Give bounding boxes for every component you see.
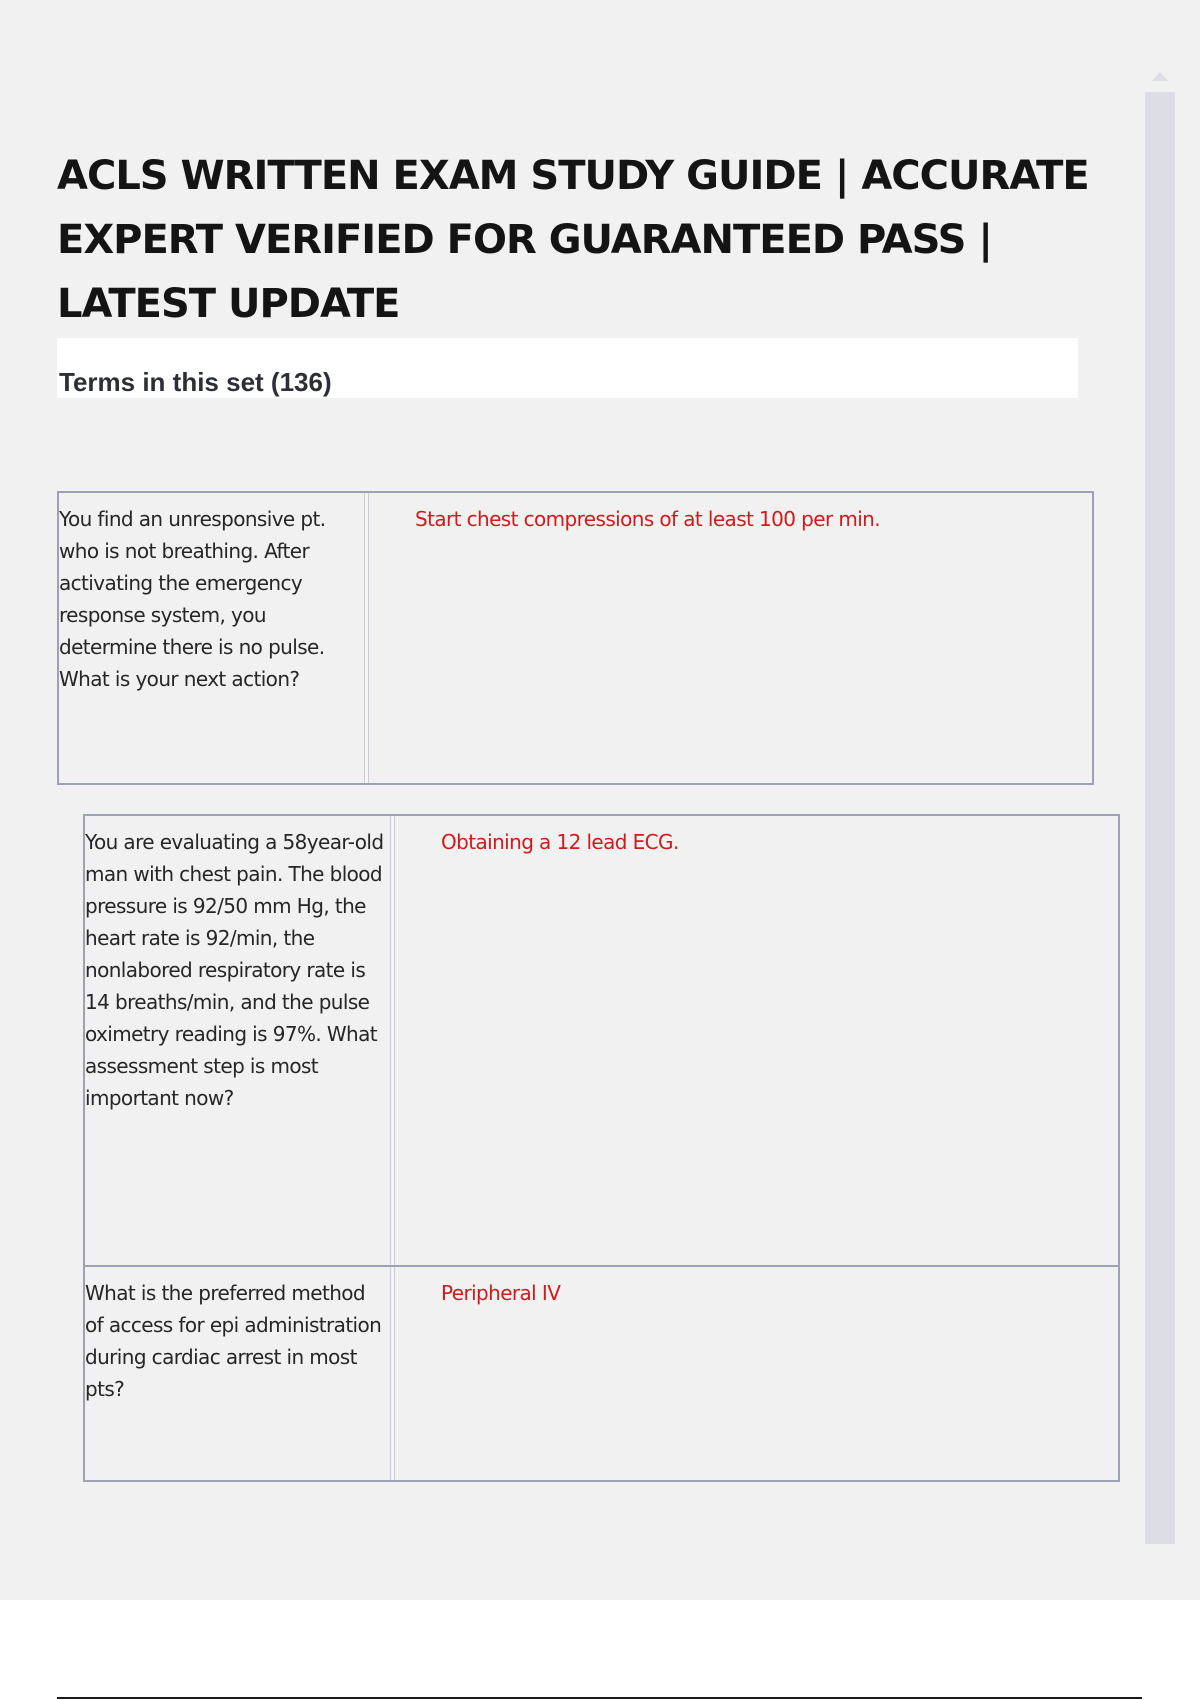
card-term: What is the preferred method of access for epi administration during cardiac arrest in most pts? <box>85 1281 382 1401</box>
card-term: You find an unresponsive pt. who is not breathing. After activating the emergency response system, you determine there is no pulse. What is your next action? <box>59 507 326 691</box>
footer-divider <box>57 1697 1142 1699</box>
flashcard-group <box>83 814 1120 1482</box>
card-definition: Obtaining a 12 lead ECG. <box>441 830 679 854</box>
document-title: ACLS WRITTEN EXAM STUDY GUIDE | ACCURATE EXPERT VERIFIED FOR GUARANTEED PASS | LATEST UPDATE <box>57 153 1089 327</box>
scrollbar[interactable] <box>1145 92 1175 1544</box>
card-column-divider <box>364 493 369 783</box>
card-definition: Peripheral IV <box>441 1281 561 1305</box>
flashcard-3[interactable] <box>85 1267 1118 1480</box>
card-definition: Start chest compressions of at least 100 per min. <box>415 507 881 531</box>
scroll-up-arrow-icon[interactable] <box>1152 72 1168 81</box>
card-term: You are evaluating a 58year-old man with chest pain. The blood pressure is 92/50 mm Hg, the heart rate is 92/min, the nonlabored respiratory rate is 14 breaths/min, and the pulse oximetry reading is 97%. What assessment step is most important now? <box>85 830 384 1110</box>
flashcard-1[interactable] <box>57 491 1094 785</box>
terms-header-bar <box>57 338 1078 398</box>
flashcard-2[interactable] <box>85 816 1118 1266</box>
terms-count-label: Terms in this set (136) <box>59 367 332 397</box>
